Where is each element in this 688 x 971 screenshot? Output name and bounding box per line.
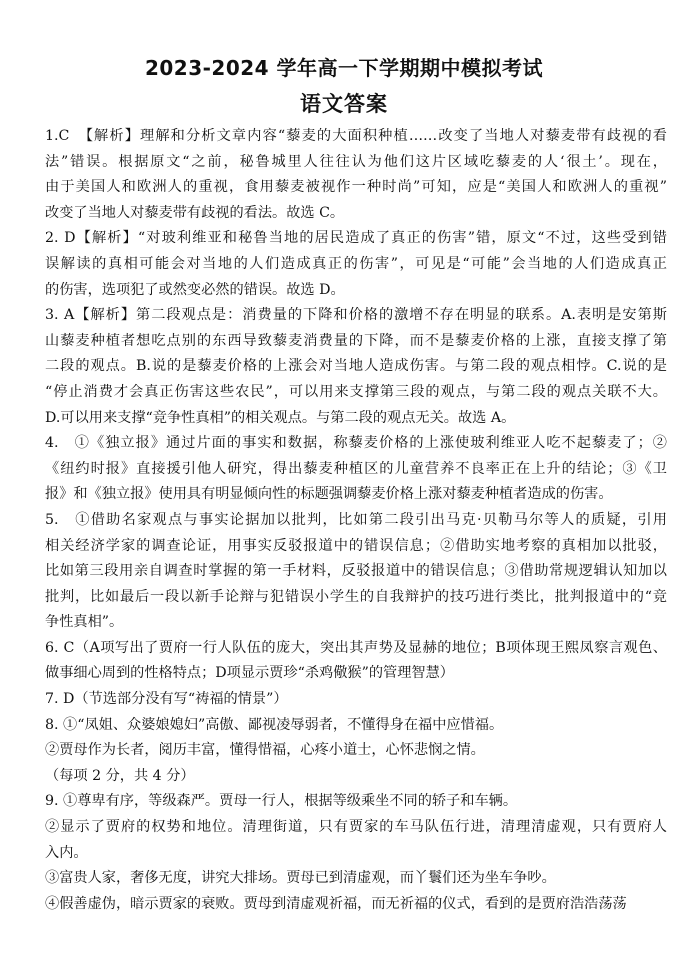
answer-line: 报》和《独立报》使用具有明显倾向性的标题强调藜麦价格上涨对藜麦种植者造成的伤害。 [45, 486, 613, 503]
answer-line: 7. D（节选部分没有写“祷福的情景”） [45, 691, 288, 708]
document-title: 2023-2024 学年高一下学期期中模拟考试 [144, 56, 544, 80]
answer-line: 误解读的真相可能会对当地的人们造成真正的伤害”，可见是“可能”会当地的人们造成真正 [45, 255, 667, 272]
answer-line: ②贾母作为长者，阅历丰富，懂得惜福，心疼小道士，心怀悲悯之情。 [45, 742, 485, 759]
answer-line: 3. A【解析】第二段观点是：消费量的下降和价格的激增不存在明显的联系。A.表明是安第斯 [45, 307, 667, 324]
answer-line: 1.C 【解析】理解和分析文章内容“藜麦的大面积种植……改变了当地人对藜麦带有歧视的看 [45, 128, 667, 144]
answer-line: 法”错误。根据原文“之前，秘鲁城里人往往认为他们这片区域吃藜麦的人‘很土’。现在， [45, 153, 667, 170]
answer-line: “停止消费才会真正伤害这些农民”，可以用来支撑第三段的观点，与第二段的观点关联不大。 [45, 383, 667, 400]
answer-line: D.可以用来支撑“竞争性真相”的相关观点。与第二段的观点无关。故选 A。 [45, 409, 516, 426]
answer-line: ③富贵人家，奢侈无度，讲究大排场。贾母已到清虚观，而丫鬟们还为坐车争吵。 [45, 870, 556, 887]
answer-line: 6. C（A项写出了贾府一行人队伍的庞大，突出其声势及显赫的地位；B项体现王熙凤察言观色、 [45, 639, 667, 656]
answer-line: 山藜麦种植者想吃点别的东西导致藜麦消费量的下降，而不是藜麦价格的上涨，直接支撑了第 [45, 332, 667, 349]
answer-line: ②显示了贾府的权势和地位。清理街道，只有贾家的车马队伍行进，清理清虚观，只有贾府人 [45, 819, 667, 836]
answer-line: ④假善虚伪，暗示贾家的衰败。贾母到清虚观祈福，而无祈福的仪式，看到的是贾府浩浩荡荡 [45, 895, 627, 912]
answer-line: 9. ①尊卑有序，等级森严。贾母一行人，根据等级乘坐不同的轿子和车辆。 [45, 793, 518, 810]
answer-line: 5. ①借助名家观点与事实论据加以批判，比如第二段引出马克·贝勒马尔等人的质疑，引用 [45, 511, 667, 528]
answer-line: 由于美国人和欧洲人的重视，食用藜麦被视作一种时尚”可知，应是“美国人和欧洲人的重视” [45, 179, 667, 196]
answer-line: 争性真相”。 [45, 614, 124, 631]
answer-line: 做事细心周到的性格特点；D项显示贾珍“杀鸡儆猴”的管理智慧） [45, 665, 454, 682]
answer-body [45, 124, 667, 917]
answer-line: 入内。 [45, 844, 88, 861]
answer-line: 相关经济学家的调查论证，用事实反驳报道中的错误信息；②借助实地考察的真相加以批驳， [45, 537, 667, 554]
answer-line: 的伤害，选项犯了或然变必然的错误。故选 D。 [45, 281, 345, 298]
answer-line: 改变了当地人对藜麦带有歧视的看法。故选 C。 [45, 204, 345, 221]
answer-line: 4. ①《独立报》通过片面的事实和数据，称藜麦价格的上涨使玻利维亚人吃不起藜麦了；② [45, 435, 667, 452]
answer-line: 比如第三段用亲自调查时掌握的第一手材料，反驳报道中的错误信息；③借助常规逻辑认知加以 [45, 563, 667, 580]
answer-line: 2. D【解析】“对玻利维亚和秘鲁当地的居民造成了真正的伤害”错，原文“不过，这些受到错 [45, 230, 667, 247]
answer-line: （每项 2 分，共 4 分） [45, 767, 195, 784]
document-subtitle: 语文答案 [300, 92, 388, 116]
answer-line: 8. ①“凤姐、众婆娘媳妇”高傲、鄙视凌辱弱者，不懂得身在福中应惜福。 [45, 716, 504, 733]
answer-line: 二段的观点。B.说的是藜麦价格的上涨会对当地人造成伤害。与第二段的观点相悖。C.说的是 [45, 358, 667, 375]
answer-line: 批判，比如最后一段以新手论辩与犯错误小学生的自我辩护的技巧进行类比，批判报道中的“竞 [45, 588, 667, 605]
answer-line: 《纽约时报》直接援引他人研究，得出藜麦种植区的儿童营养不良率正在上升的结论；③《卫 [45, 460, 667, 477]
